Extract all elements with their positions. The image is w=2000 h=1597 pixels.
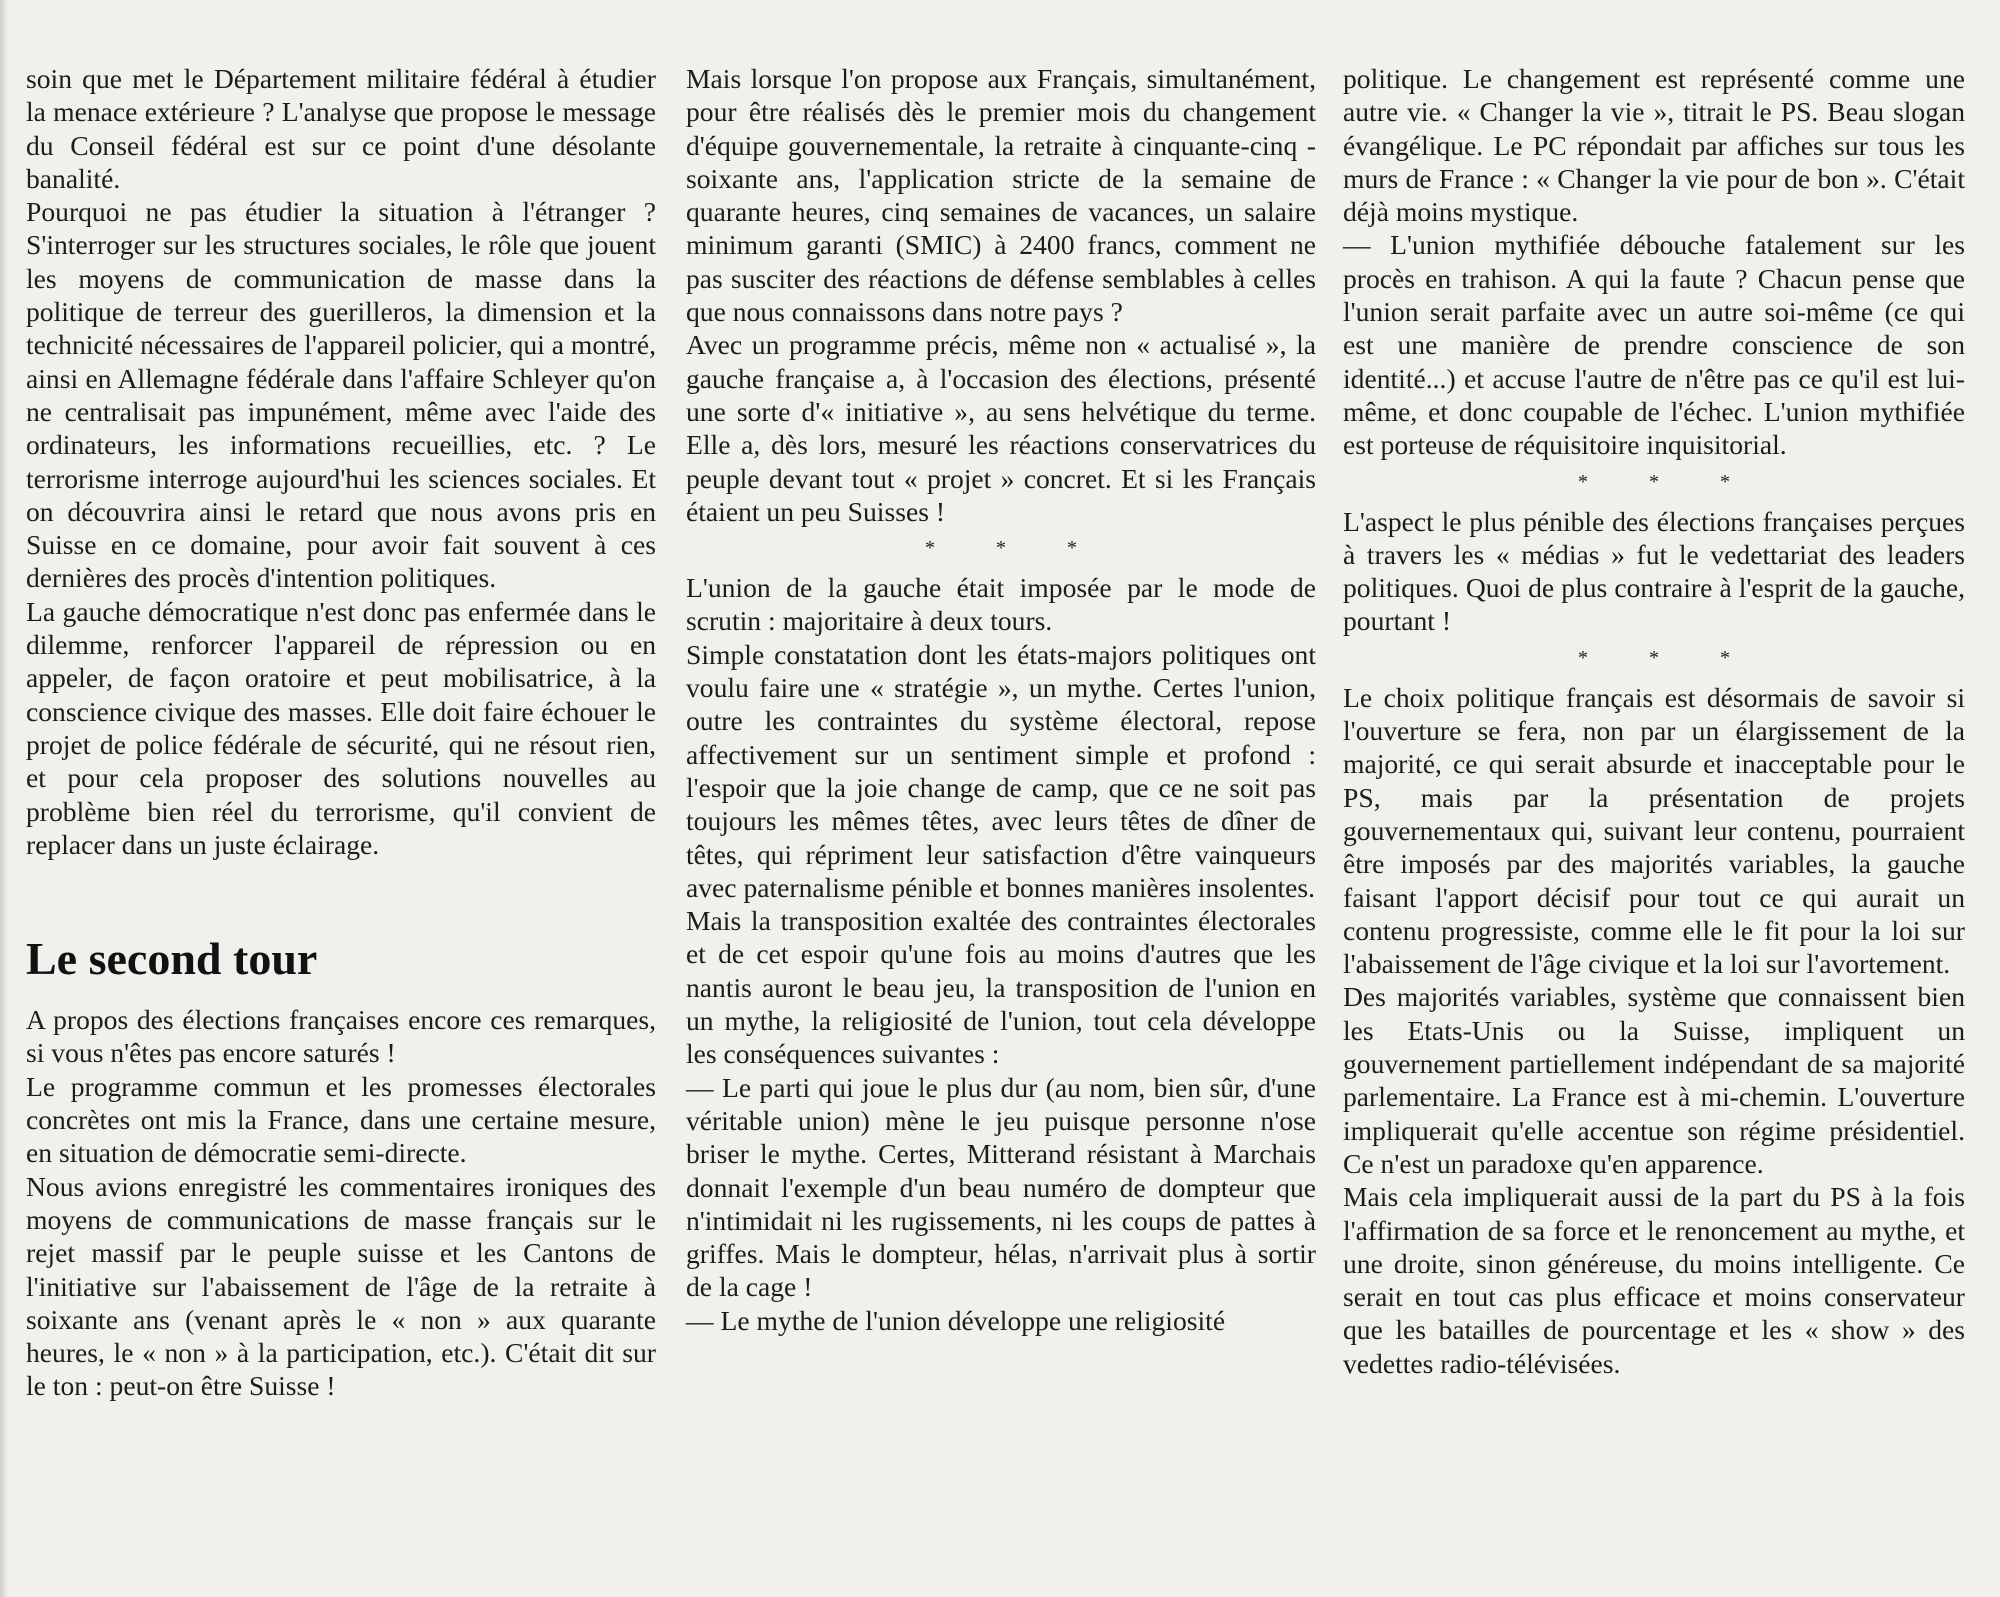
paragraph: Pourquoi ne pas étudier la situation à l'étranger ? S'interroger sur les structures sociales, le rôle que jouent les moyens de communication de masse dans la politique de terreur des guerilleros, la dimension et la technicité nécessaires de l'appareil policier, qui a montré, ainsi en Allemagne fédérale dans l'affaire Schleyer qu'on ne centralisait pas impunément, même avec l'aide des ordinateurs, les informations recueillies, etc. ? Le terrorisme interroge aujourd'hui les sciences sociales. Et on découvrira ainsi le retard que nous avons pris en Suisse en ce domaine, pour avoir fait souvent à ces dernières des procès d'intention politiques. xyxy=(26,196,656,594)
paragraph: Avec un programme précis, même non « actualisé », la gauche française a, à l'occasion des élections, présenté une sorte d'« initiative », au sens helvétique du terme. Elle a, dès lors, mesuré les réactions conservatrices du peuple devant tout « projet » concret. Et si les Français étaient un peu Suisses ! xyxy=(686,329,1316,527)
column-right xyxy=(1343,62,1965,1380)
section-separator-stars: * * * xyxy=(1578,470,1758,493)
paragraph: L'union de la gauche était imposée par le mode de scrutin : majoritaire à deux tours. xyxy=(686,572,1316,637)
paragraph: politique. Le changement est représenté comme une autre vie. « Changer la vie », titrait le PS. Beau slogan évangélique. Le PC répondait par affiches sur tous les murs de France : « Changer la vie pour de bon ». C'était déjà moins mystique. xyxy=(1343,63,1965,228)
paragraph: Mais la transposition exaltée des contraintes électorales et de cet espoir qu'une fois au moins d'autres que les nantis auront le beau jeu, la transposition de l'union en un mythe, la religiosité de l'union, tout cela développe les conséquences suivantes : xyxy=(686,905,1316,1070)
paragraph: — Le mythe de l'union développe une religiosité xyxy=(686,1304,1226,1336)
paragraph: Mais lorsque l'on propose aux Français, simultanément, pour être réalisés dès le premier mois du changement d'équipe gouvernementale, la retraite à cinquante-cinq - soixante ans, l'application stricte de la semaine de quarante heures, cinq semaines de vacances, un salaire minimum garanti (SMIC) à 2400 francs, comment ne pas susciter des réactions de défense semblables à celles que nous connaissons dans notre pays ? xyxy=(686,63,1316,328)
paragraph: Simple constatation dont les états-majors politiques ont voulu faire une « stratégie », un mythe. Certes l'union, outre les contraintes du système électoral, repose affectivement sur un sentiment simple et profond : l'espoir que la joie change de camp, que ce ne soit pas toujours les mêmes têtes, avec leurs têtes de dîner de têtes, qui répriment leur satisfaction d'être vainqueurs avec paternalisme pénible et bonnes manières insolentes. xyxy=(686,638,1316,903)
paragraph: Nous avions enregistré les commentaires ironiques des moyens de communications de masse français sur le rejet massif par le peuple suisse et les Cantons de l'initiative sur l'abaissement de l'âge de la retraite à soixante ans (venant après le « non » aux quarante heures, le « non » à la participation, etc.). C'était dit sur le ton : peut-on être Suisse ! xyxy=(26,1170,656,1402)
paragraph: Mais cela impliquerait aussi de la part du PS à la fois l'affirmation de sa force et le renoncement au mythe, et une droite, sinon généreuse, du moins intelligente. Ce serait en tout cas plus efficace et moins conservateur que les batailles de pourcentage et les « show » des vedettes radio-télévisées. xyxy=(1343,1181,1965,1379)
section-separator-stars: * * * xyxy=(1578,646,1758,669)
paragraph: soin que met le Département militaire fédéral à étudier la menace extérieure ? L'analyse que propose le message du Conseil fédéral est sur ce point d'une désolante banalité. xyxy=(26,63,656,194)
paragraph: L'aspect le plus pénible des élections françaises perçues à travers les « médias » fut le vedettariat des leaders politiques. Quoi de plus contraire à l'esprit de la gauche, pourtant ! xyxy=(1343,505,1965,637)
paragraph: — L'union mythifiée débouche fatalement sur les procès en trahison. A qui la faute ? Chacun pense que l'union serait parfaite avec un autre soi-même (ce qui est une manière de prendre conscience de son identité...) et accuse l'autre de n'être pas ce qu'il est lui-même, et donc coupable de l'échec. L'union mythifiée est porteuse de réquisitoire inquisitorial. xyxy=(1343,229,1965,461)
paragraph: Le choix politique français est désormais de savoir si l'ouverture se fera, non par un élargissement de la majorité, ce qui serait absurde et inacceptable pour le PS, mais par la présentation de projets gouvernementaux qui, suivant leur contenu, pourraient être imposés par des majorités variables, la gauche faisant l'apport décisif pour tout ce qui aurait un contenu progressiste, comme elle le fit pour la loi sur l'abaissement de l'âge civique et la loi sur l'avortement. xyxy=(1343,681,1965,980)
paragraph: — Le parti qui joue le plus dur (au nom, bien sûr, d'une véritable union) mène le jeu puisque personne n'ose briser le mythe. Certes, Mitterand résistant à Marchais donnait l'exemple d'un beau numéro de dompteur que n'intimidait ni les rugissements, ni les coups de pattes à griffes. Mais le dompteur, hélas, n'arrivait plus à sortir de la cage ! xyxy=(686,1071,1316,1303)
paragraph: A propos des élections françaises encore ces remarques, si vous n'êtes pas encore saturés ! xyxy=(26,1004,656,1069)
column-middle xyxy=(686,62,1316,1337)
section-heading: Le second tour xyxy=(26,933,318,985)
section-separator-stars: * * * xyxy=(925,537,1105,560)
paragraph: La gauche démocratique n'est donc pas enfermée dans le dilemme, renforcer l'appareil de répression ou en appeler, de façon oratoire et peut mobilisatrice, à la conscience civique des masses. Elle doit faire échouer le projet de police fédérale de sécurité, qui ne résout rien, et pour cela proposer des solutions nouvelles au problème bien réel du terrorisme, qu'il convient de replacer dans un juste éclairage. xyxy=(26,595,656,860)
paragraph: Le programme commun et les promesses électorales concrètes ont mis la France, dans une certaine mesure, en situation de démocratie semi-directe. xyxy=(26,1070,656,1169)
paragraph: Des majorités variables, système que connaissent bien les Etats-Unis ou la Suisse, impliquent un gouvernement partiellement indépendant de sa majorité parlementaire. La France est à mi-chemin. L'ouverture impliquerait qu'elle accentue son régime présidentiel. Ce n'est un paradoxe qu'en apparence. xyxy=(1343,981,1965,1179)
page-edge-shadow xyxy=(0,0,8,1597)
column-left xyxy=(26,62,656,1403)
